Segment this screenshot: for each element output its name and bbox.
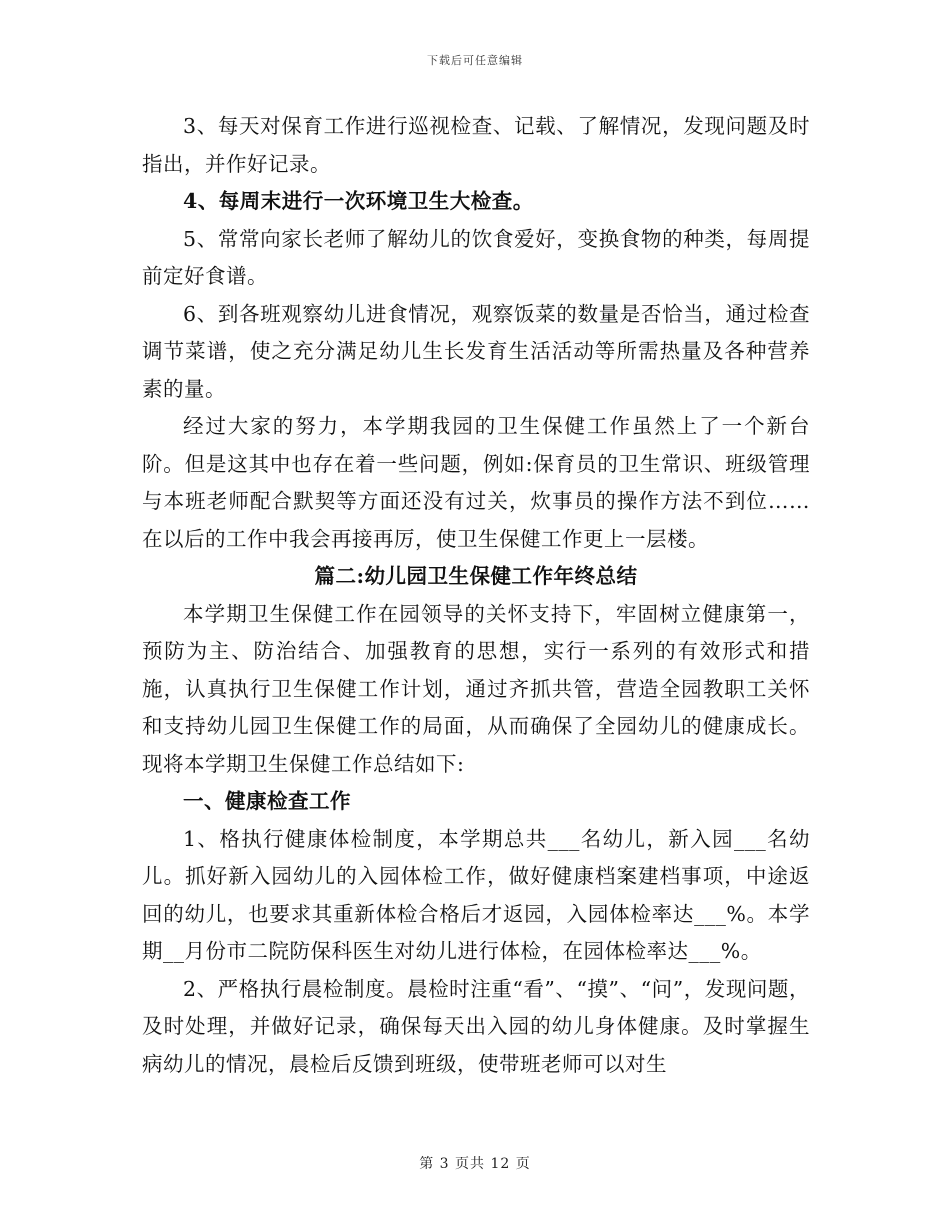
paragraph-item-3: 3、每天对保育工作进行巡视检查、记载、了解情况，发现问题及时指出，并作好记录。 [142,114,810,176]
paragraph-summary: 经过大家的努力，本学期我园的卫生保健工作虽然上了一个新台阶。但是这其中也存在着一些问题，例如:保育员的卫生常识、班级管理与本班老师配合默契等方面还没有过关，炊事员的操作方法不到位……在以后的工作中我会再接再厉，使卫生保健工作更上一层楼。 [142,414,810,551]
paragraph-item-6: 6、到各班观察幼儿进食情况，观察饭菜的数量是否恰当，通过检查调节菜谱，使之充分满足幼儿生长发育生活活动等所需热量及各种营养素的量。 [142,301,810,401]
document-body [142,108,810,1083]
page-header: 下载后可任意编辑 [427,54,523,67]
paragraph-intro: 本学期卫生保健工作在园领导的关怀支持下，牢固树立健康第一，预防为主、防治结合、加强教育的思想，实行一系列的有效形式和措施，认真执行卫生保健工作计划，通过齐抓共管，营造全园教职工关怀和支持幼儿园卫生保健工作的局面，从而确保了全园幼儿的健康成长。现将本学期卫生保健工作总结如下: [142,601,810,776]
subheading-health-check: 一、健康检查工作 [183,789,351,813]
paragraph-item-5: 5、常常向家长老师了解幼儿的饮食爱好，变换食物的种类，每周提前定好食谱。 [142,226,810,288]
paragraph-health-check-2: 2、严格执行晨检制度。晨检时注重“看”、“摸”、“问”，发现问题，及时处理，并做好记录，确保每天出入园的幼儿身体健康。及时掌握生病幼儿的情况，晨检后反馈到班级，使带班老师可以对生 [142,976,810,1076]
page-footer: 第 3 页共 12 页 [419,1156,531,1172]
section-title: 篇二:幼儿园卫生保健工作年终总结 [314,564,638,588]
paragraph-health-check-1: 1、格执行健康体检制度，本学期总共___名幼儿，新入园___名幼儿。抓好新入园幼儿的入园体检工作，做好健康档案建档事项，中途返回的幼儿，也要求其重新体检合格后才返园，入园体检率达___%。本学期__月份市二院防保科医生对幼儿进行体检，在园体检率达___%。 [142,826,810,963]
paragraph-item-4-bold: 4、每周末进行一次环境卫生大检查。 [183,189,534,213]
